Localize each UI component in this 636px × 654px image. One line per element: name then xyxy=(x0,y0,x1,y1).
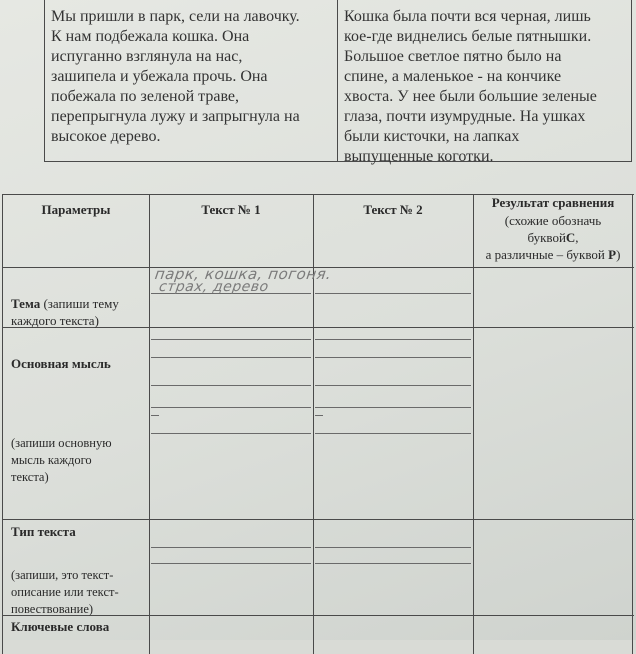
table-divider xyxy=(632,195,633,654)
text1-line: перепрыгнула лужу и запрыгнула на xyxy=(51,108,300,125)
mysl-note: мысль каждого xyxy=(11,453,92,467)
writing-line xyxy=(151,415,159,416)
text1-body xyxy=(51,7,333,147)
result-note-punct: ) xyxy=(616,247,621,262)
mysl-instructions xyxy=(11,435,112,486)
writing-line xyxy=(315,339,471,340)
tip-instructions xyxy=(11,567,119,618)
tema-title: Тема xyxy=(11,296,41,311)
row-label-tema xyxy=(11,295,119,329)
writing-line xyxy=(315,547,471,548)
text2-line: Большое светлое пятно было на xyxy=(344,48,562,65)
writing-line xyxy=(151,357,311,358)
writing-line xyxy=(315,385,471,386)
texts-table xyxy=(44,0,632,165)
row-label-tip xyxy=(11,523,76,540)
header-text1: Текст № 1 xyxy=(201,202,261,217)
text1-line: высокое дерево. xyxy=(51,128,161,145)
writing-line xyxy=(151,563,311,564)
comparison-table xyxy=(2,194,634,654)
writing-line xyxy=(315,415,323,416)
result-note-line: а различные – буквой xyxy=(485,247,609,262)
letter-r: Р xyxy=(608,247,617,262)
handwritten-answer: страх, дерево xyxy=(157,279,270,295)
writing-line xyxy=(151,385,311,386)
text1-line: испуганно взглянула на нас, xyxy=(51,48,243,65)
table-divider xyxy=(149,195,150,654)
result-instructions xyxy=(473,212,633,263)
writing-line xyxy=(151,407,311,408)
writing-line xyxy=(151,547,311,548)
letter-s: С xyxy=(565,230,576,245)
tip-note: повествование) xyxy=(11,602,94,616)
result-note-punct: , xyxy=(575,230,579,245)
text2-line: Кошка была почти вся черная, лишь xyxy=(344,8,591,25)
header-result: Результат сравнения xyxy=(491,195,615,210)
tema-note: (запиши тему xyxy=(40,296,119,311)
writing-line xyxy=(315,563,471,564)
row-label-klyuch xyxy=(11,618,109,635)
result-note-line: буквой xyxy=(527,230,566,245)
writing-line xyxy=(151,339,311,340)
text2-cell xyxy=(338,0,631,165)
text2-line: хвоста. У нее были большие зеленые xyxy=(344,88,597,105)
text2-line: глаза, почти изумрудные. На ушках xyxy=(344,108,586,125)
text1-cell xyxy=(45,0,338,161)
text1-line: Мы пришли в парк, сели на лавочку. xyxy=(51,8,300,25)
header-params: Параметры xyxy=(41,202,111,217)
writing-line xyxy=(315,357,471,358)
table-divider xyxy=(3,519,634,520)
tip-note: описание или текст- xyxy=(11,585,119,599)
tip-title: Тип текста xyxy=(11,524,76,539)
text2-line: кое-где виднелись белые пятнышки. xyxy=(344,28,592,45)
text2-line: выпущенные коготки. xyxy=(344,148,494,165)
table-divider xyxy=(313,195,314,654)
table-divider xyxy=(473,195,474,654)
result-note-line: (схожие обозначь xyxy=(504,213,602,228)
tema-note: каждого текста) xyxy=(11,313,99,328)
handwritten-answer: парк, кошка, погоня. xyxy=(153,265,333,283)
row-label-mysl xyxy=(11,355,111,372)
klyuch-title: Ключевые слова xyxy=(11,619,110,634)
writing-line xyxy=(151,433,311,434)
writing-line xyxy=(315,407,471,408)
mysl-title: Основная мысль xyxy=(11,356,111,371)
tip-note: (запиши, это текст- xyxy=(11,568,114,582)
text1-line: К нам подбежала кошка. Она xyxy=(51,28,250,45)
text1-line: побежала по зеленой траве, xyxy=(51,88,240,105)
writing-line xyxy=(315,433,471,434)
writing-line xyxy=(315,293,471,294)
text2-line: спине, а маленькое - на кончике xyxy=(344,68,562,85)
text1-line: зашипела и убежала прочь. Она xyxy=(51,68,268,85)
mysl-note: текста) xyxy=(11,470,49,484)
mysl-note: (запиши основную xyxy=(11,436,112,450)
header-text2: Текст № 2 xyxy=(363,202,423,217)
text2-line: были кисточки, на лапках xyxy=(344,128,520,145)
text2-body xyxy=(344,7,626,167)
